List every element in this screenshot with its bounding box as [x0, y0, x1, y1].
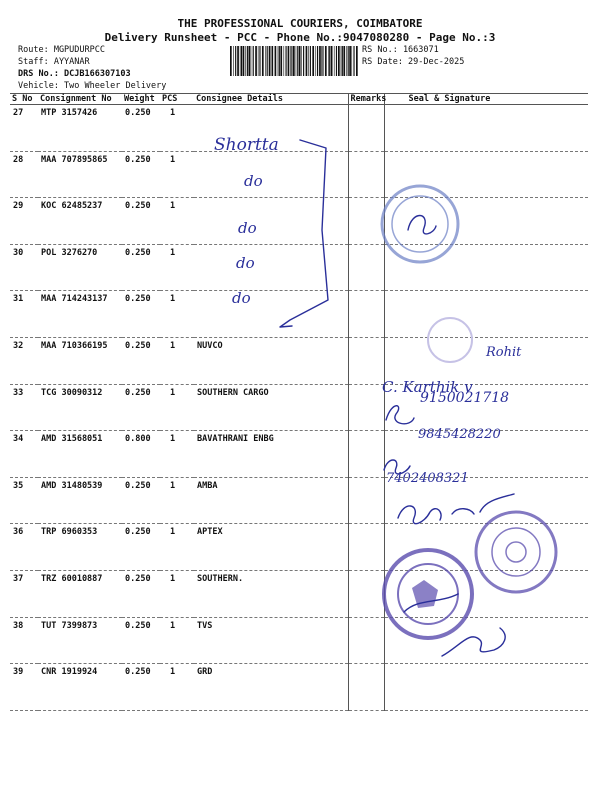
cell-seal-signature [384, 105, 588, 152]
col-consignee: Consignee Details [194, 94, 348, 105]
barcode-bar [251, 46, 252, 76]
cell-weight: 0.250 [122, 524, 160, 571]
cell-seal-signature [384, 431, 588, 478]
cell-weight: 0.250 [122, 105, 160, 152]
company-title: THE PROFESSIONAL COURIERS, COIMBATORE [177, 17, 423, 30]
barcode-bar [278, 46, 279, 76]
cell-weight: 0.250 [122, 337, 160, 384]
barcode-bar [241, 46, 242, 76]
cell-remarks [348, 431, 384, 478]
cell-pcs: 1 [160, 244, 194, 291]
barcode-bar [247, 46, 248, 76]
cell-sno: 37 [10, 570, 38, 617]
cell-weight: 0.800 [122, 431, 160, 478]
cell-consignment: MAA 707895865 [38, 151, 122, 198]
cell-pcs: 1 [160, 291, 194, 338]
cell-weight: 0.250 [122, 291, 160, 338]
cell-remarks [348, 477, 384, 524]
runsheet-table [10, 93, 588, 711]
cell-pcs: 1 [160, 151, 194, 198]
cell-consignment: CNR 1919924 [38, 664, 122, 711]
cell-consignment: MTP 3157426 [38, 105, 122, 152]
barcode-bar [336, 46, 337, 76]
cell-seal-signature [384, 337, 588, 384]
barcode-bar [353, 46, 354, 76]
barcode-bar [248, 46, 250, 76]
barcode-bar [233, 46, 234, 76]
cell-remarks [348, 524, 384, 571]
cell-consignment: TUT 7399873 [38, 617, 122, 664]
cell-remarks [348, 198, 384, 245]
barcode-bar [325, 46, 327, 76]
table-row [10, 198, 588, 245]
barcode-bar [235, 46, 236, 76]
cell-consignee: AMBA [194, 477, 348, 524]
barcode-bar [290, 46, 291, 76]
cell-consignee: BAVATHRANI ENBG [194, 431, 348, 478]
cell-seal-signature [384, 384, 588, 431]
barcode-bar [342, 46, 343, 76]
barcode-bar [288, 46, 290, 76]
handwritten-phone-2: 9845428220 [418, 427, 501, 442]
cell-seal-signature [384, 664, 588, 711]
cell-remarks [348, 337, 384, 384]
cell-weight: 0.250 [122, 244, 160, 291]
col-seal-signature: Seal & Signature [384, 94, 588, 105]
cell-sno: 36 [10, 524, 38, 571]
cell-consignee [194, 244, 348, 291]
table-row [10, 477, 588, 524]
table-row [10, 291, 588, 338]
barcode-bar [275, 46, 277, 76]
barcode-bar [356, 46, 358, 76]
table-row [10, 151, 588, 198]
cell-consignee [194, 105, 348, 152]
cell-pcs: 1 [160, 524, 194, 571]
barcode-bar [322, 46, 323, 76]
cell-seal-signature [384, 291, 588, 338]
barcode-bar [286, 46, 287, 76]
barcode-bar [312, 46, 314, 76]
barcode-bar [331, 46, 333, 76]
barcode-bar [267, 46, 268, 76]
table-row [10, 617, 588, 664]
barcode-bar [279, 46, 280, 76]
cell-sno: 28 [10, 151, 38, 198]
barcode-bar [308, 46, 309, 76]
handwritten-rohit: Rohit [486, 345, 522, 360]
cell-consignee: SOUTHERN. [194, 570, 348, 617]
handwritten-phone-1: 9150021718 [420, 390, 510, 406]
barcode-bar [328, 46, 329, 76]
cell-consignee [194, 151, 348, 198]
barcode-bar [348, 46, 349, 76]
cell-consignment: TCG 30090312 [38, 384, 122, 431]
cell-seal-signature [384, 244, 588, 291]
cell-pcs: 1 [160, 570, 194, 617]
barcode-bar [334, 46, 335, 76]
cell-weight: 0.250 [122, 617, 160, 664]
table-row [10, 384, 588, 431]
cell-weight: 0.250 [122, 198, 160, 245]
handwritten-ditto-2: do [238, 219, 257, 237]
barcode-bar [338, 46, 340, 76]
handwritten-ditto-3: do [236, 254, 255, 272]
cell-pcs: 1 [160, 477, 194, 524]
barcode-image [230, 46, 358, 76]
rs-number: RS No.: 1663071 [362, 45, 439, 55]
cell-pcs: 1 [160, 431, 194, 478]
cell-remarks [348, 291, 384, 338]
barcode-bar [269, 46, 271, 76]
col-sno: S No [10, 94, 38, 105]
cell-remarks [348, 244, 384, 291]
staff-label: Staff: AYYANAR [18, 57, 90, 67]
cell-seal-signature [384, 570, 588, 617]
cell-consignment: TRP 6960353 [38, 524, 122, 571]
drs-label: DRS No.: DCJB166307103 [18, 69, 131, 79]
barcode-bar [351, 46, 352, 76]
cell-sno: 30 [10, 244, 38, 291]
cell-pcs: 1 [160, 617, 194, 664]
cell-sno: 31 [10, 291, 38, 338]
cell-consignment: AMD 31568051 [38, 431, 122, 478]
handwritten-ditto-4: do [232, 289, 251, 307]
table-row [10, 431, 588, 478]
cell-weight: 0.250 [122, 151, 160, 198]
route-label: Route: MGPUDURPCC [18, 45, 105, 55]
cell-seal-signature [384, 477, 588, 524]
runsheet-title: Delivery Runsheet - PCC - Phone No.:9047080280 - Page No.:3 [104, 31, 496, 44]
cell-consignee [194, 291, 348, 338]
cell-remarks [348, 384, 384, 431]
cell-sno: 38 [10, 617, 38, 664]
barcode-bar [280, 46, 282, 76]
barcode-bar [319, 46, 321, 76]
barcode-bar [272, 46, 273, 76]
cell-weight: 0.250 [122, 664, 160, 711]
cell-consignee: TVS [194, 617, 348, 664]
barcode-bar [346, 46, 347, 76]
cell-remarks [348, 151, 384, 198]
barcode-bar [245, 46, 246, 76]
cell-sno: 35 [10, 477, 38, 524]
cell-pcs: 1 [160, 337, 194, 384]
table-row [10, 105, 588, 152]
cell-pcs: 1 [160, 664, 194, 711]
barcode-bar [297, 46, 298, 76]
barcode-bar [271, 46, 272, 76]
barcode-bar [243, 46, 245, 76]
col-remarks: Remarks [348, 94, 384, 105]
cell-sno: 27 [10, 105, 38, 152]
cell-consignee: SOUTHERN CARGO [194, 384, 348, 431]
cell-seal-signature [384, 198, 588, 245]
table-row [10, 664, 588, 711]
barcode-bar [341, 46, 342, 76]
cell-remarks [348, 105, 384, 152]
cell-sno: 29 [10, 198, 38, 245]
barcode-bar [321, 46, 322, 76]
cell-seal-signature [384, 617, 588, 664]
cell-sno: 33 [10, 384, 38, 431]
barcode-bar [259, 46, 260, 76]
vehicle-label: Vehicle: Two Wheeler Delivery [18, 81, 167, 91]
barcode-bar [284, 46, 285, 76]
barcode-bar [315, 46, 316, 76]
col-pcs: PCS [160, 94, 194, 105]
barcode-bar [237, 46, 239, 76]
cell-weight: 0.250 [122, 477, 160, 524]
barcode-bar [255, 46, 257, 76]
table-row [10, 244, 588, 291]
rs-date: RS Date: 29-Dec-2025 [362, 57, 465, 67]
cell-weight: 0.250 [122, 384, 160, 431]
cell-pcs: 1 [160, 384, 194, 431]
barcode-bar [296, 46, 297, 76]
cell-consignee: APTEX [194, 524, 348, 571]
table-header-row [10, 94, 588, 105]
barcode-bar [253, 46, 254, 76]
table-row [10, 524, 588, 571]
cell-sno: 34 [10, 431, 38, 478]
cell-seal-signature [384, 524, 588, 571]
barcode-bar [299, 46, 301, 76]
barcode-bar [230, 46, 232, 76]
cell-pcs: 1 [160, 198, 194, 245]
barcode-bar [349, 46, 351, 76]
cell-consignment: TRZ 60010887 [38, 570, 122, 617]
barcode-bar [310, 46, 311, 76]
table-row [10, 337, 588, 384]
barcode-bar [301, 46, 302, 76]
handwritten-name: C. Karthik v [382, 378, 473, 396]
barcode-bar [258, 46, 259, 76]
cell-consignment: MAA 714243137 [38, 291, 122, 338]
cell-consignee: GRD [194, 664, 348, 711]
col-consignment: Consignment No [38, 94, 122, 105]
cell-seal-signature [384, 151, 588, 198]
barcode-bar [293, 46, 295, 76]
cell-consignment: POL 3276270 [38, 244, 122, 291]
barcode-bar [291, 46, 292, 76]
cell-weight: 0.250 [122, 570, 160, 617]
cell-sno: 39 [10, 664, 38, 711]
col-weight: Weight [122, 94, 160, 105]
cell-consignment: MAA 710366195 [38, 337, 122, 384]
cell-consignee [194, 198, 348, 245]
handwritten-shortage: Shortta [214, 135, 279, 155]
cell-remarks [348, 617, 384, 664]
barcode-bar [262, 46, 264, 76]
barcode-bar [240, 46, 241, 76]
barcode-bar [303, 46, 304, 76]
barcode-bar [329, 46, 330, 76]
barcode-bar [265, 46, 266, 76]
cell-consignment: KOC 62485237 [38, 198, 122, 245]
handwritten-ditto-1: do [244, 172, 263, 190]
cell-consignee: NUVCO [194, 337, 348, 384]
barcode-bar [343, 46, 345, 76]
cell-remarks [348, 570, 384, 617]
cell-remarks [348, 664, 384, 711]
table-row [10, 570, 588, 617]
cell-consignment: AMD 31480539 [38, 477, 122, 524]
cell-pcs: 1 [160, 105, 194, 152]
barcode-bar [317, 46, 318, 76]
barcode-bar [306, 46, 308, 76]
handwritten-phone-3: 7402408321 [386, 471, 469, 486]
cell-sno: 32 [10, 337, 38, 384]
